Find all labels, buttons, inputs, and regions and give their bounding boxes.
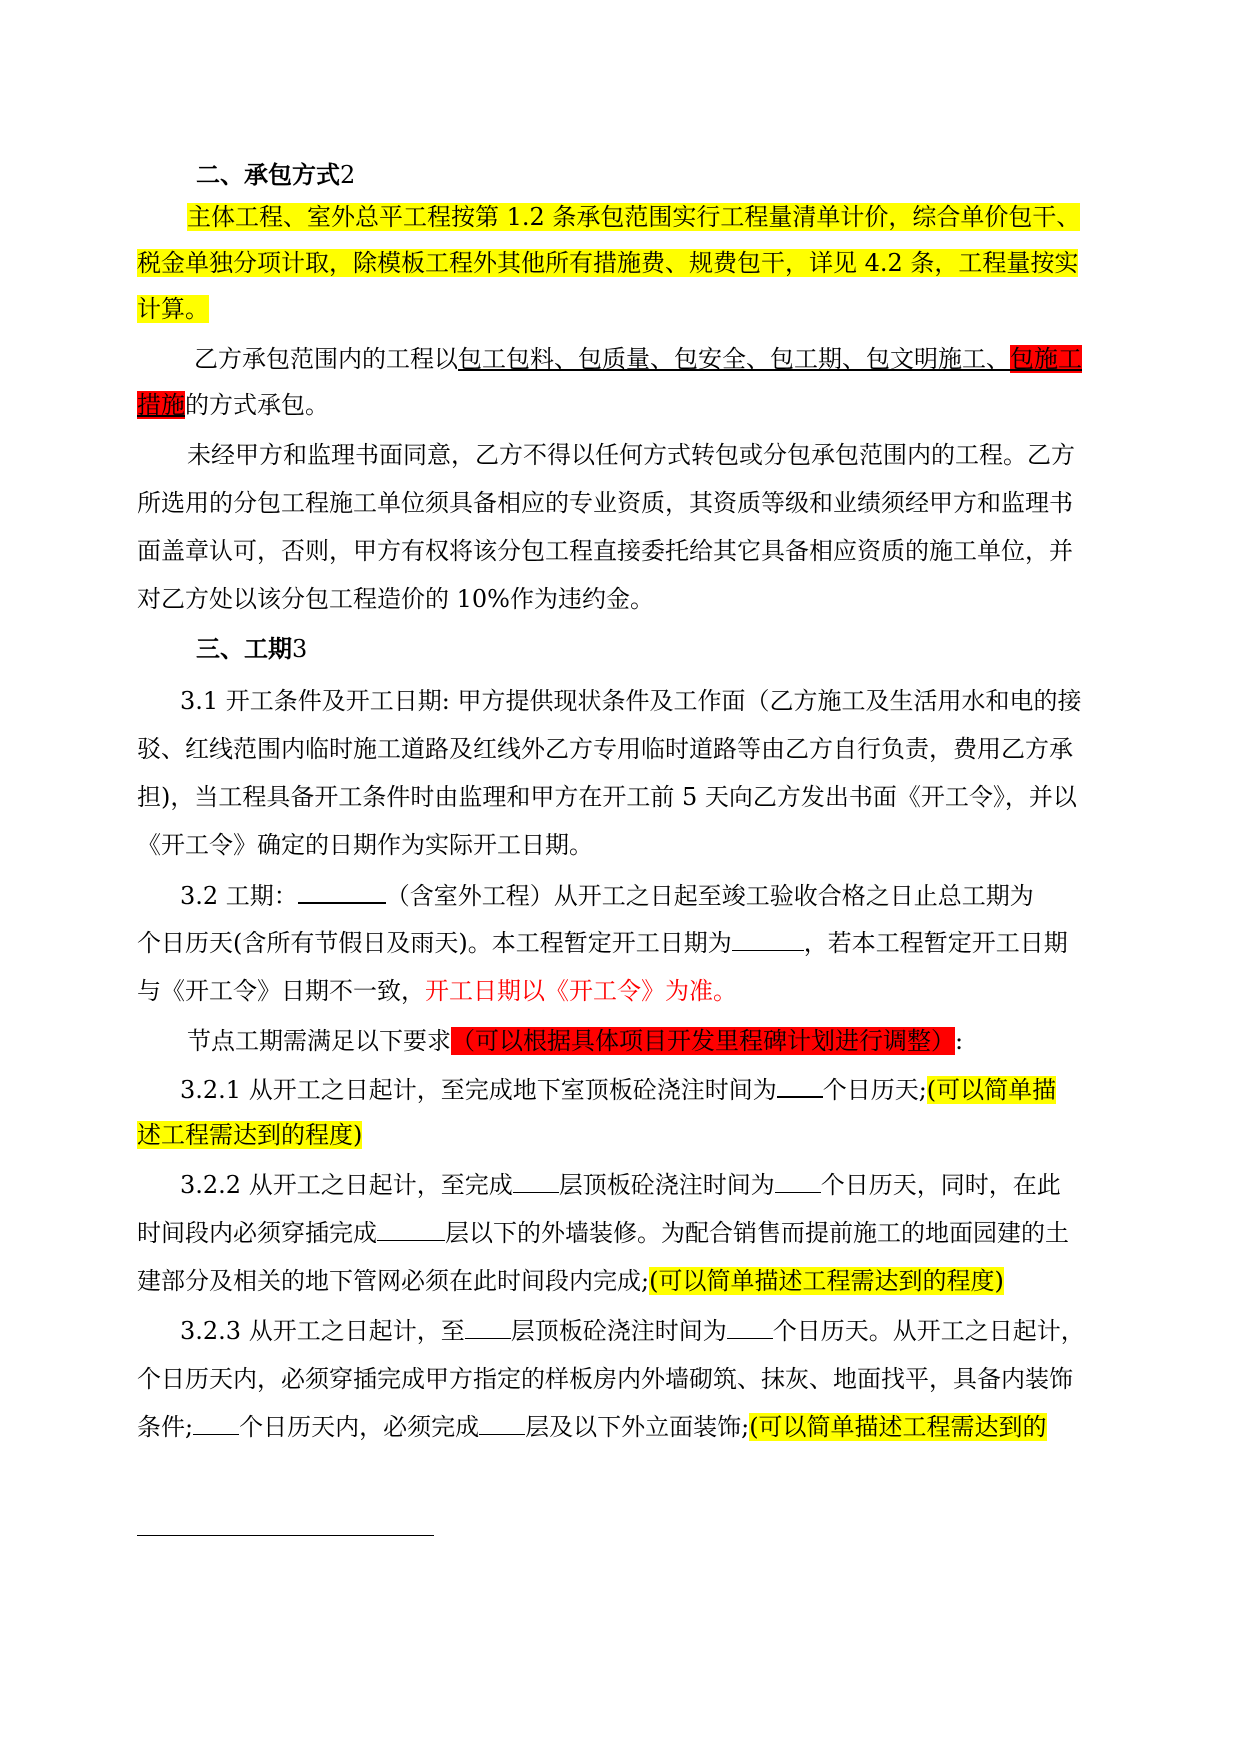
paragraph-line	[137, 576, 1114, 622]
section-heading-schedule	[196, 626, 1173, 672]
plain-text: 层及以下外立面装饰;	[525, 1413, 750, 1441]
clause-3-2-3-line	[137, 1356, 1114, 1402]
blank-days	[727, 1312, 773, 1339]
clause-3-2-2-line	[137, 1210, 1114, 1256]
plain-text: 3.1 开工条件及开工日期: 甲方提供现状条件及工作面（乙方施工及生活用水和电的接	[180, 687, 1082, 715]
clause-3-2-2-line	[180, 1162, 1157, 1208]
clause-3-2-3-line	[137, 1404, 1114, 1450]
paragraph-line	[137, 240, 1114, 286]
highlighted-text: 税金单独分项计取，除模板工程外其他所有措施费、规费包干，详见 4.2 条，工程量按实	[137, 249, 1079, 277]
blank-floor	[377, 1214, 445, 1241]
highlighted-text: (可以简单描	[926, 1076, 1057, 1104]
plain-text: 驳、红线范围内临时施工道路及红线外乙方专用临时道路等由乙方自行负责，费用乙方承	[137, 735, 1073, 763]
blank-days	[777, 1066, 823, 1098]
paragraph-line	[194, 336, 1171, 382]
plain-text: 3.2 工期：	[180, 882, 298, 910]
plain-text: 与《开工令》日期不一致，	[137, 977, 425, 1005]
plain-text: 时间段内必须穿插完成	[137, 1219, 377, 1247]
clause-3-2-line	[137, 968, 1114, 1014]
plain-text: 条件;	[137, 1413, 194, 1441]
blank-floor	[479, 1408, 525, 1435]
plain-text: 个日历天内，必须穿插完成甲方指定的样板房内外墙砌筑、抹灰、地面找平，具备内装饰	[137, 1365, 1073, 1393]
plain-text: 建部分及相关的地下管网必须在此时间段内完成;	[137, 1267, 650, 1295]
plain-text: 个日历天。从开工之日起计，	[772, 1317, 1085, 1345]
heading-text: 二、承包方式	[196, 161, 340, 189]
red-text: 开工日期以《开工令》为准。	[425, 977, 737, 1005]
blank-total-duration	[298, 872, 386, 904]
plain-text: 所选用的分包工程施工单位须具备相应的专业资质，其资质等级和业绩须经甲方和监理书	[137, 489, 1073, 517]
plain-text: 《开工令》确定的日期作为实际开工日期。	[137, 831, 593, 859]
footnote-separator	[137, 1535, 434, 1536]
clause-3-2-line	[137, 920, 1114, 966]
section-heading-contract-method	[196, 152, 1173, 198]
paragraph-line	[137, 528, 1114, 574]
plain-text: 个日历天;	[822, 1076, 927, 1104]
plain-text: （含室外工程）从开工之日起至竣工验收合格之日止总工期为	[385, 882, 1034, 910]
red-highlighted-text: 包施工	[1010, 345, 1082, 373]
underlined-text: 包工包料、包质量、包安全、包工期、包文明施工、	[458, 345, 1010, 373]
clause-3-1-line	[180, 678, 1157, 724]
paragraph-line	[137, 480, 1114, 526]
blank-start-date	[732, 924, 804, 951]
plain-text: 3.2.2 从开工之日起计，至完成	[180, 1171, 513, 1199]
plain-text: 个日历天(含所有节假日及雨天)。本工程暂定开工日期为	[137, 929, 732, 957]
clause-3-1-line	[137, 822, 1114, 868]
plain-text: 层顶板砼浇注时间为	[558, 1171, 775, 1199]
clause-3-2-1-line	[180, 1066, 1157, 1112]
plain-text: 个日历天，同时，在此	[820, 1171, 1061, 1199]
plain-text: 个日历天内，必须完成	[239, 1413, 480, 1441]
plain-text: 3.2.1 从开工之日起计，至完成地下室顶板砼浇注时间为	[180, 1076, 777, 1104]
plain-text: 层顶板砼浇注时间为	[510, 1317, 727, 1345]
clause-3-2-2-line	[137, 1258, 1114, 1304]
blank-days	[193, 1408, 239, 1435]
plain-text: 层以下的外墙装修。为配合销售而提前施工的地面园建的土	[445, 1219, 1069, 1247]
clause-3-2-line	[180, 872, 1157, 918]
red-highlighted-text: 措施	[137, 391, 185, 419]
highlighted-text: 计算。	[137, 295, 209, 323]
paragraph-line	[137, 382, 1114, 428]
plain-text: :	[955, 1027, 964, 1055]
plain-text: 担)，当工程具备开工条件时由监理和甲方在开工前 5 天向乙方发出书面《开工令》，并以	[137, 783, 1077, 811]
red-highlighted-text: （可以根据具体项目开发里程碑计划进行调整）	[451, 1027, 955, 1055]
highlighted-text: (可以简单描述工程需达到的	[749, 1413, 1047, 1441]
clause-3-1-line	[137, 774, 1114, 820]
clause-3-2-3-line	[180, 1308, 1157, 1354]
highlighted-text: 主体工程、室外总平工程按第 1.2 条承包范围实行工程量清单计价，综合单价包干、	[187, 203, 1081, 231]
plain-text: ，若本工程暂定开工日期	[803, 929, 1068, 957]
blank-floor	[513, 1166, 559, 1193]
node-schedule-line	[187, 1018, 1164, 1064]
plain-text: 未经甲方和监理书面同意，乙方不得以任何方式转包或分包承包范围内的工程。乙方	[187, 441, 1075, 469]
clause-3-2-1-line	[137, 1112, 1114, 1158]
plain-text: 3.2.3 从开工之日起计，至	[180, 1317, 465, 1345]
paragraph-line	[187, 432, 1164, 478]
plain-text: 乙方承包范围内的工程以	[194, 345, 458, 373]
plain-text: 对乙方处以该分包工程造价的 10%作为违约金。	[137, 585, 654, 613]
paragraph-line	[137, 286, 1114, 332]
footnote-ref: 3	[292, 635, 308, 663]
highlighted-text: 述工程需达到的程度)	[137, 1121, 363, 1149]
plain-text: 面盖章认可，否则，甲方有权将该分包工程直接委托给其它具备相应资质的施工单位，并	[137, 537, 1073, 565]
blank-floor	[465, 1312, 511, 1339]
heading-text: 三、工期	[196, 635, 292, 663]
paragraph-line	[187, 194, 1164, 240]
plain-text: 的方式承包。	[185, 391, 329, 419]
clause-3-1-line	[137, 726, 1114, 772]
blank-days	[775, 1166, 821, 1193]
footnote-ref: 2	[340, 161, 356, 189]
plain-text: 节点工期需满足以下要求	[187, 1027, 451, 1055]
highlighted-text: (可以简单描述工程需达到的程度)	[649, 1267, 1004, 1295]
